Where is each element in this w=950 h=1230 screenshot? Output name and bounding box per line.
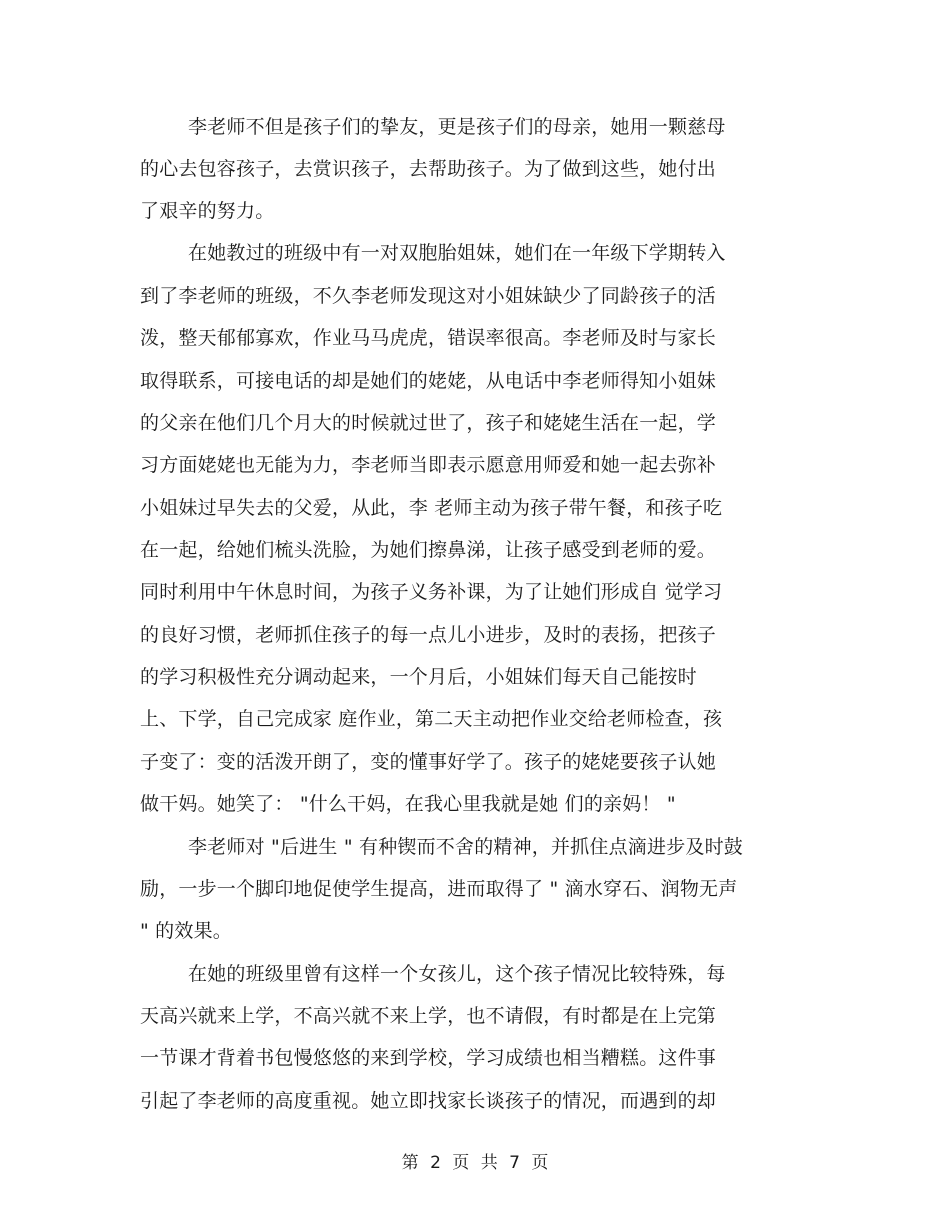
paragraph-line: 的心去包容孩子，去赏识孩子，去帮助孩子。为了做到这些，她付出 [140,158,717,180]
page-number-footer: 第 2 页 共 7 页 [401,1153,549,1173]
paragraph-line: 取得联系，可接电话的却是她们的姥姥，从电话中李老师得知小姐妹 [140,370,717,392]
paragraph-line: 在她的班级里曾有这样一个女孩儿，这个孩子情况比较特殊，每 [188,963,726,985]
paragraph-line: 天高兴就来上学，不高兴就不来上学，也不请假，有时都是在上完第 [140,1005,717,1027]
paragraph-line: 励，一步一个脚印地促使学生提高，进而取得了 " 滴水穿石、润物无声 [140,878,738,900]
paragraph-line: 在一起，给她们梳头洗脸，为她们擦鼻涕，让孩子感受到老师的爱。 [140,539,717,561]
paragraph-line: 的父亲在他们几个月大的时候就过世了，孩子和姥姥生活在一起，学 [140,412,717,434]
paragraph-line: 了艰辛的努力。 [140,200,275,222]
paragraph-line: 子变了：变的活泼开朗了，变的懂事好学了。孩子的姥姥要孩子认她 [140,751,717,773]
paragraph-line: 李老师不但是孩子们的挚友，更是孩子们的母亲，她用一颗慈母 [188,116,726,138]
paragraph-line: 的良好习惯，老师抓住孩子的每一点儿小进步，及时的表扬，把孩子 [140,624,717,646]
paragraph-line: 到了李老师的班级，不久李老师发现这对小姐妹缺少了同龄孩子的活 [140,285,717,307]
paragraph-line: 李老师对 "后进生 " 有种锲而不舍的精神，并抓住点滴进步及时鼓 [188,836,743,858]
paragraph-line: 一节课才背着书包慢悠悠的来到学校，学习成绩也相当糟糕。这件事 [140,1047,717,1069]
paragraph-line: 引起了李老师的高度重视。她立即找家长谈孩子的情况，而遇到的却 [140,1090,717,1112]
paragraph-line: 做干妈。她笑了： "什么干妈，在我心里我就是她 们的亲妈！ " [140,793,676,815]
paragraph-line: 同时利用中午休息时间，为孩子义务补课，为了让她们形成自 觉学习 [140,581,723,603]
paragraph-line: 在她教过的班级中有一对双胞胎姐妹，她们在一年级下学期转入 [188,242,726,264]
paragraph-line: 小姐妹过早失去的父爱，从此，李 老师主动为孩子带午餐，和孩子吃 [140,497,723,519]
paragraph-line: 泼，整天郁郁寡欢，作业马马虎虎，错误率很高。李老师及时与家长 [140,327,717,349]
paragraph-line: 习方面姥姥也无能为力，李老师当即表示愿意用师爱和她一起去弥补 [140,454,717,476]
paragraph-line: 的学习积极性充分调动起来，一个月后，小姐妹们每天自己能按时 [140,666,697,688]
paragraph-line: " 的效果。 [140,920,232,942]
paragraph-line: 上、下学，自己完成家 庭作业，第二天主动把作业交给老师检查，孩 [140,708,723,730]
